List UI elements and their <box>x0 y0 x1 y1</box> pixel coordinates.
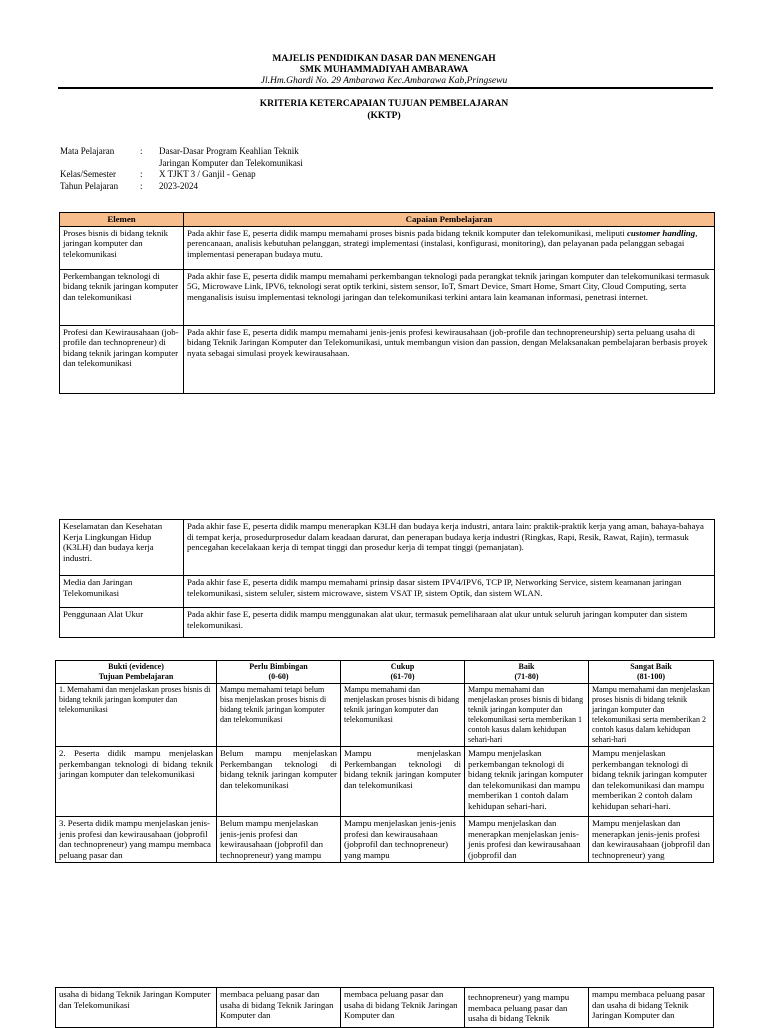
school-name: SMK MUHAMMADIYAH AMBARAWA <box>299 65 469 75</box>
capaian-cell: Pada akhir fase E, peserta didik mampu memahami jenis-jenis profesi kewirausahaan (job-profile dan technopreneurship) serta peluang usaha di bidang Teknik Jaringan Komputer dan Telekomunikasi, untuk membangun vision dan passion, dengan Melaksanakan pembelajaran berbasis proyek nyata sebagai simulasi proyek kewirausahaan. <box>184 325 715 393</box>
rubric-cell: Belum mampu menjelaskan jenis-jenis profesi dan kewirausahaan (jobprofil dan technopreneur) yang mampu <box>217 817 341 863</box>
rubric-cell: Mampu menjelaskan dan menerapkan menjelaskan jenis-jenis profesi dan kewirausahaan (jobprofil dan <box>465 817 589 863</box>
table-row <box>56 747 714 817</box>
tp-cell: usaha di bidang Teknik Jaringan Komputer dan Telekomunikasi <box>56 988 217 1028</box>
table-row <box>56 988 714 1028</box>
table-row <box>60 520 715 576</box>
elemen-cell: Keselamatan dan Kesehatan Kerja Lingkungan Hidup (K3LH) dan budaya kerja industri. <box>60 520 184 576</box>
rubric-cell: Mampu menjelaskan jenis-jenis profesi dan kewirausahaan (jobprofil dan technopreneur) yang mampu <box>341 817 465 863</box>
kelas-value: X TJKT 3 / Ganjil - Genap <box>159 169 256 179</box>
table-header-row <box>56 661 714 684</box>
tp-cell: 2. Peserta didik mampu menjelaskan perkembangan teknologi di bidang teknik jaringan komputer dan telekomunikasi <box>56 747 217 817</box>
capaian-cell: Pada akhir fase E, peserta didik mampu memahami perkembangan teknologi pada perangkat teknik jaringan komputer dan telekomunikasi termasuk 5G, Microwave Link, IPV6, teknologi serat optik terkini, sistem sensor, IoT, Smart Device, Smart Home, Smart City, Cloud Computing, serta menganalisis isuisu implementasi teknologi jaringan dan telekomunikasi terkini antara lain keamanan informasi, penetrasi internet. <box>184 269 715 325</box>
course-info <box>60 146 339 192</box>
cp-table <box>59 212 715 394</box>
rubric-cell: Mampu memahami tetapi belum bisa menjelaskan proses bisnis di bidang teknik jaringan komputer dan telekomunikasi <box>217 684 341 747</box>
col-perlu-bimbingan: Perlu Bimbingan (0-60) <box>217 661 341 684</box>
elemen-cell: Penggunaan Alat Ukur <box>60 608 184 638</box>
rubric-cell: Belum mampu menjelaskan Perkembangan teknologi di bidang teknik jaringan komputer dan telekomunikasi <box>217 747 341 817</box>
org-name: MAJELIS PENDIDIKAN DASAR DAN MENENGAH <box>272 54 496 64</box>
header-divider <box>58 87 713 89</box>
tp-cell: 1. Memahami dan menjelaskan proses bisnis di bidang teknik jaringan komputer dan telekomunikasi <box>56 684 217 747</box>
school-address: Jl.Hm.Ghardi No. 29 Ambarawa Kec.Ambarawa Kab,Pringsewu <box>260 76 508 86</box>
capaian-cell: Pada akhir fase E, peserta didik mampu memahami prinsip dasar sistem IPV4/IPV6, TCP IP, Networking Service, sistem keamanan jaringan telekomunikasi, sistem seluler, sistem microwave, sistem VSAT IP, sistem Optik, dan sistem WLAN. <box>184 576 715 608</box>
elemen-cell: Media dan Jaringan Telekomunikasi <box>60 576 184 608</box>
rubric-cell: Mampu menjelaskan perkembangan teknologi di bidang teknik jaringan komputer dan telekomunikasi dan mampu memberikan 2 contoh dalam kehidupan sehari-hari. <box>589 747 714 817</box>
rubric-cell: Mampu menjelaskan dan menerapkan jenis-jenis profesi dan kewirausahaan (jobprofil dan technopreneur) yang <box>589 817 714 863</box>
colon: : <box>140 180 143 191</box>
table-row <box>60 576 715 608</box>
rubric-cell: Mampu memahami dan menjelaskan proses bisnis di bidang teknik jaringan komputer dan telekomunikasi serta memberikan 1 contoh kasus dalam kehidupan sehari-hari <box>465 684 589 747</box>
cp-table-continued <box>59 519 715 638</box>
kelas-label: Kelas/Semester <box>60 169 116 179</box>
capaian-cell: Pada akhir fase E, peserta didik mampu menggunakan alat ukur, termasuk pemeliharaan alat ukur untuk seluruh jaringan komputer dan sistem telekomunikasi. <box>184 608 715 638</box>
elemen-cell: Profesi dan Kewirausahaan (job-profile dan technopreneur) di bidang teknik jaringan komputer dan telekomunikasi <box>60 325 184 393</box>
doc-title-line2: (KKTP) <box>367 111 401 121</box>
col-capaian: Capaian Pembelajaran <box>184 213 715 227</box>
mapel-value <box>159 146 339 169</box>
mapel-label: Mata Pelajaran <box>60 146 115 156</box>
capaian-emphasis: customer handling <box>627 227 696 238</box>
col-elemen: Elemen <box>60 213 184 227</box>
tp-cell: 3. Peserta didik mampu menjelaskan jenis-jenis profesi dan kewirausahaan (jobprofil dan technopreneur) yang mampu membaca peluang pasar dan <box>56 817 217 863</box>
tahun-value: 2023-2024 <box>159 180 198 191</box>
table-row <box>60 269 715 325</box>
col-cukup: Cukup (61-70) <box>341 661 465 684</box>
rubric-cell: technopreneur) yang mampu membaca peluang pasar dan usaha di bidang Teknik <box>465 988 589 1028</box>
rubric-cell: Mampu menjelaskan Perkembangan teknologi di bidang teknik jaringan komputer dan telekomunikasi <box>341 747 465 817</box>
table-row <box>60 325 715 393</box>
capaian-cell <box>184 226 715 269</box>
doc-title-line1: KRITERIA KETERCAPAIAN TUJUAN PEMBELAJARAN <box>259 99 509 109</box>
table-row <box>60 608 715 638</box>
rubric-cell: Mampu menjelaskan perkembangan teknologi di bidang teknik jaringan komputer dan telekomunikasi dan mampu memberikan 1 contoh dalam kehidupan sehari-hari. <box>465 747 589 817</box>
letterhead <box>0 54 768 87</box>
col-baik: Baik (71-80) <box>465 661 589 684</box>
elemen-cell: Proses bisnis di bidang teknik jaringan komputer dan telekomunikasi <box>60 226 184 269</box>
colon: : <box>140 169 143 179</box>
rubric-cell: Mampu memahami dan menjelaskan proses bisnis di bidang teknik jaringan komputer dan telekomunikasi serta memberikan 2 contoh kasus dalam kehidupan sehari-hari <box>589 684 714 747</box>
capaian-text: , perencanaan, analisis kebutuhan pelanggan, strategi implementasi (instalasi, konfigurasi, monitoring), dan pelayanan pada pelanggan sebagai implementasi penerapan budaya mutu. <box>187 227 698 259</box>
rubric-cell: membaca peluang pasar dan usaha di bidang Teknik Jaringan Komputer dan <box>341 988 465 1028</box>
col-sangat-baik: Sangat Baik (81-100) <box>589 661 714 684</box>
table-header-row <box>60 213 715 227</box>
rubric-cell: membaca peluang pasar dan usaha di bidang Teknik Jaringan Komputer dan <box>217 988 341 1028</box>
kktp-table <box>55 660 714 863</box>
col-bukti: Bukti (evidence) Tujuan Pembelajaran <box>56 661 217 684</box>
kktp-table-continued <box>55 987 714 1028</box>
doc-title <box>0 98 768 122</box>
elemen-cell: Perkembangan teknologi di bidang teknik jaringan komputer dan telekomunikasi <box>60 269 184 325</box>
mapel-value-line1: Dasar-Dasar Program Keahlian Teknik <box>159 146 299 156</box>
table-row <box>56 817 714 863</box>
capaian-cell: Pada akhir fase E, peserta didik mampu menerapkan K3LH dan budaya kerja industri, antara lain: praktik-praktik kerja yang aman, bahaya-bahaya di tempat kerja, prosedurprosedur dalam keadaan darurat, dan penerapan budaya kerja industri (Ringkas, Rapi, Resik, Rawat, Rajin), termasuk pencegahan kecelakaan kerja di tempat tinggi dan prosedur kerja di tempat tinggi (pemanjatan). <box>184 520 715 576</box>
tahun-label: Tahun Pelajaran <box>60 180 119 191</box>
table-row <box>60 226 715 269</box>
capaian-text: Pada akhir fase E, peserta didik mampu memahami proses bisnis pada bidang teknik komputer dan telekomunikasi, meliputi <box>187 227 627 238</box>
rubric-cell: Mampu memahami dan menjelaskan proses bisnis di bidang teknik jaringan komputer dan telekomunikasi <box>341 684 465 747</box>
rubric-cell: mampu membaca peluang pasar dan usaha di bidang Teknik Jaringan Komputer dan <box>589 988 714 1028</box>
colon: : <box>140 146 143 156</box>
table-row <box>56 684 714 747</box>
mapel-value-line2: Jaringan Komputer dan Telekomunikasi <box>159 157 303 168</box>
